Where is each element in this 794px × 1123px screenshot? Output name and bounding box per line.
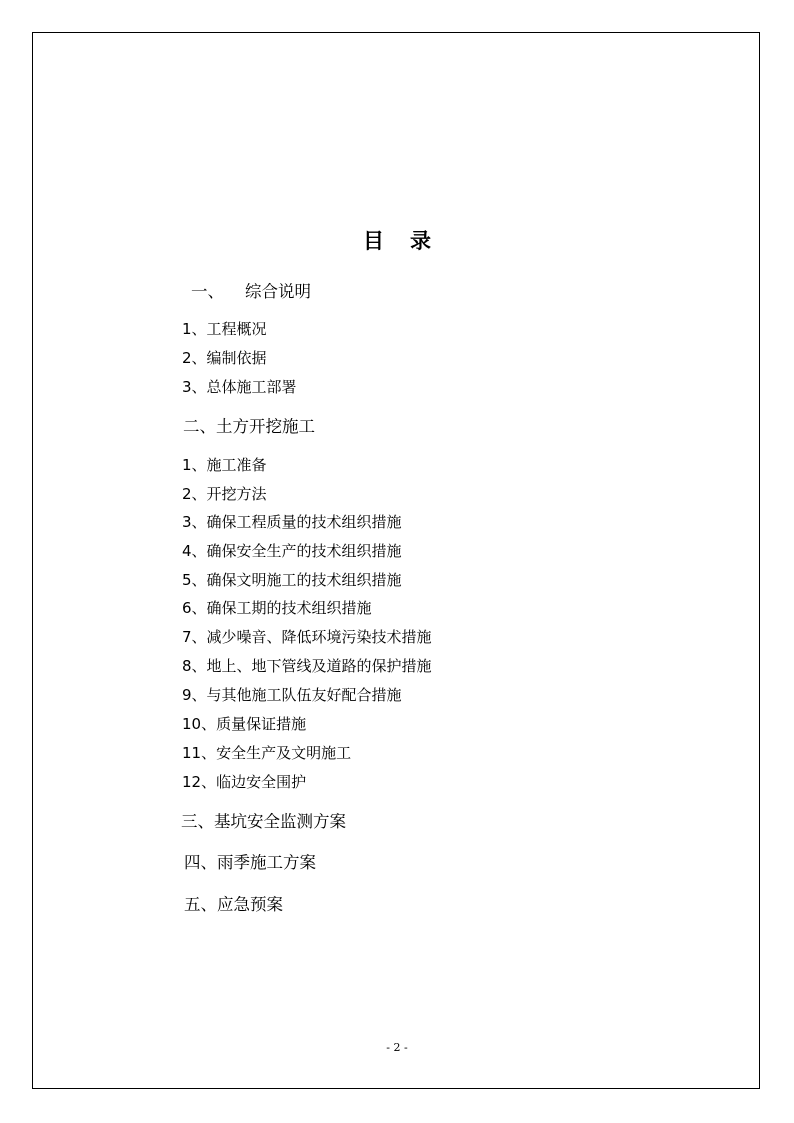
toc-item[interactable]: 6、确保工期的技术组织措施: [182, 599, 372, 617]
toc-section-4[interactable]: 四、雨季施工方案: [184, 853, 316, 872]
toc-item[interactable]: 2、编制依据: [182, 349, 267, 367]
toc-section-3[interactable]: 三、基坑安全监测方案: [181, 812, 346, 831]
toc-item[interactable]: 2、开挖方法: [182, 485, 267, 503]
title-char-1: 目: [363, 228, 384, 253]
toc-item[interactable]: 4、确保安全生产的技术组织措施: [182, 542, 402, 560]
toc-item[interactable]: 11、安全生产及文明施工: [182, 744, 352, 762]
toc-item[interactable]: 7、减少噪音、降低环境污染技术措施: [182, 628, 432, 646]
toc-item[interactable]: 1、施工准备: [182, 456, 267, 474]
title-char-2: 录: [410, 228, 431, 253]
toc-item[interactable]: 9、与其他施工队伍友好配合措施: [182, 686, 402, 704]
toc-item[interactable]: 1、工程概况: [182, 320, 267, 338]
toc-item[interactable]: 12、临边安全围护: [182, 773, 307, 791]
page-number: - 2 -: [386, 1041, 408, 1054]
toc-item[interactable]: 5、确保文明施工的技术组织措施: [182, 571, 402, 589]
toc-section-1-number: 一、: [191, 282, 224, 301]
toc-section-5[interactable]: 五、应急预案: [184, 895, 283, 914]
toc-section-2[interactable]: 二、土方开挖施工: [183, 417, 315, 436]
toc-section-1[interactable]: [183, 281, 311, 303]
toc-item[interactable]: 3、总体施工部署: [182, 378, 297, 396]
toc-section-1-label: 综合说明: [245, 282, 311, 301]
toc-item[interactable]: 8、地上、地下管线及道路的保护措施: [182, 657, 432, 675]
page-title: [0, 226, 794, 256]
toc-item[interactable]: 3、确保工程质量的技术组织措施: [182, 513, 402, 531]
toc-item[interactable]: 10、质量保证措施: [182, 715, 307, 733]
